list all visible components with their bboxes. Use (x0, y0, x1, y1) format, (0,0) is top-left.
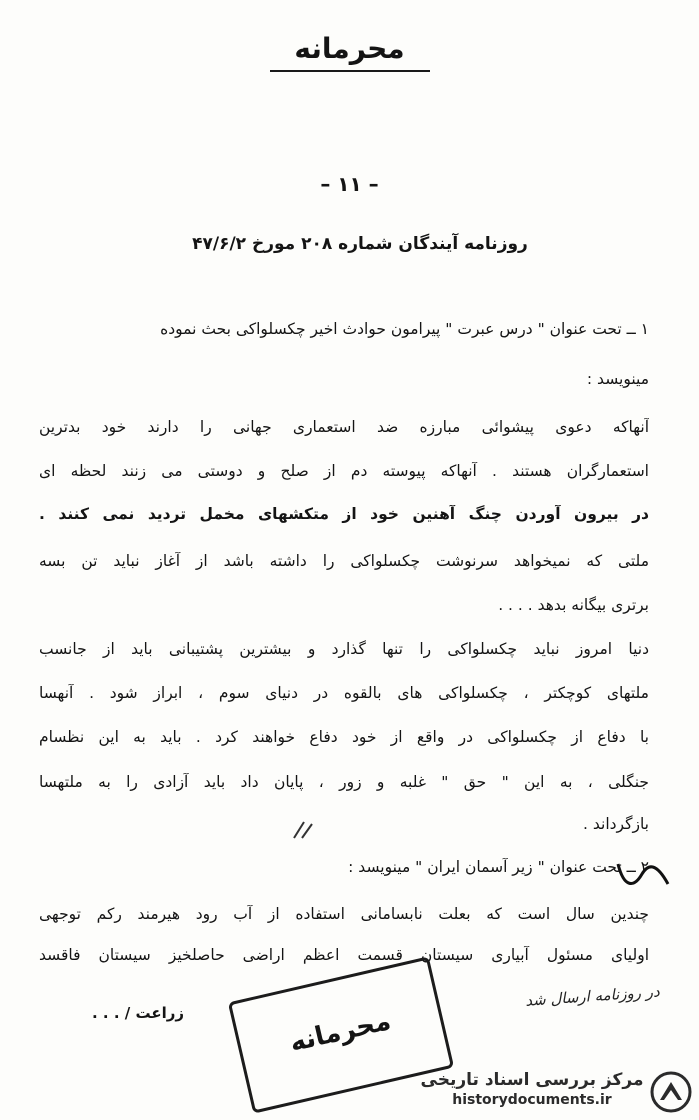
section1-line-1: ۱ ــ تحت عنوان " درس عبرت " پیرامون حوادث اخیر چکسلواکی بحث نموده (160, 320, 649, 338)
section1-line-10: با دفاع از چکسلواکی در واقع از خود دفاع خواهند کرد . باید به این نظسام (39, 728, 649, 746)
section2-line-3: اولیای مسئول آبیاری سیستان قسمت اعظم اراضی حاصلخیز سیستان فاقسد (39, 946, 649, 964)
section1-line-3: آنهاکه دعوی پیشوائی مبارزه ضد استعماری جهانی را دارند خود بدترین (39, 418, 649, 436)
watermark-name: مرکز بررسی اسناد تاریخی (420, 1070, 644, 1090)
classification-underline (270, 70, 430, 72)
section2-line-1: ۲ ــ تحت عنوان " زیر آسمان ایران " مینویسد : (348, 858, 649, 876)
section1-line-9: ملتهای کوچکتر ، چکسلواکی های بالقوه در دنیای سوم ، ابراز شود . آنهسا (39, 684, 649, 702)
section1-line-6: ملتی که نمیخواهد سرنوشت چکسلواکی را داشته باشد از آغاز نباید تن بسه (39, 552, 649, 570)
handwritten-note: در روزنامه ارسال شد (524, 982, 661, 1010)
section1-line-4: استعمارگران هستند . آنهاکه پیوسته دم از صلح و دوستی می زنند لحظه ای (39, 462, 649, 480)
section1-line-12: بازگرداند . (583, 815, 649, 833)
watermark-site: historydocuments.ir (452, 1092, 612, 1108)
section2-line-2: چندین سال است که بعلت نابسامانی استفاده از آب رود هیرمند رکم توجهی (39, 905, 649, 923)
archive-book-icon (650, 1070, 692, 1114)
continuation-label: زراعت / . . . (92, 1004, 184, 1022)
classification-title: محرمانه (294, 32, 405, 65)
section1-line-11: جنگلی ، به این " حق " غلبه و زور ، پایان داد باید آزادی را به ملتهسا (39, 773, 649, 791)
margin-check-mark-icon (612, 854, 672, 894)
section1-line-8: دنیا امروز نباید چکسلواکی را تنها گذارد و بیشترین پشتیبانی باید از جانسب (39, 640, 649, 658)
page-number: – ۱۱ – (320, 172, 379, 196)
section1-line-2: مینویسد : (586, 370, 649, 388)
pen-scribble-icon (290, 818, 330, 842)
archive-watermark (418, 1068, 694, 1116)
newspaper-heading: روزنامه آیندگان شماره ۲۰۸ مورخ ۴۷/۶/۲ (192, 234, 528, 254)
section1-line-5: در بیرون آوردن چنگ آهنین خود از متکشهای مخمل تردید نمی کنند . (39, 505, 649, 523)
stamp-text: محرمانه (287, 1005, 394, 1059)
section1-line-7: برتری بیگانه بدهد . . . . (498, 596, 649, 614)
